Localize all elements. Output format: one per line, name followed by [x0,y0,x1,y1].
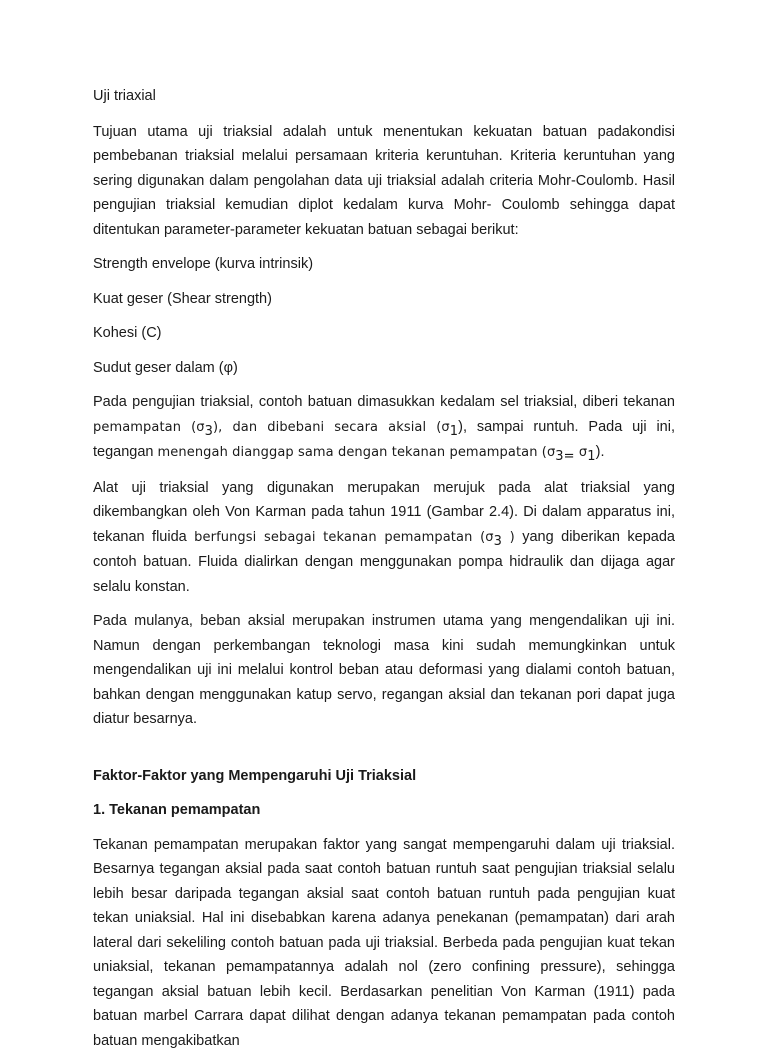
document-title: Uji triaxial [93,84,675,109]
list-item-cohesion: Kohesi (C) [93,321,675,346]
paragraph-triaxial-procedure: Pada pengujian triaksial, contoh batuan dimasukkan kedalam sel triaksial, diberi tekanan pemampatan $(\sigma_3)$, dan dibebani secara aksial $(\sigma_1)$, sampai runtuh. Pada uji ini, tegangan menengah dianggap sama dengan tekanan pemampatan ($\sigma_{3=}$ $\sigma_1$). [93,390,675,466]
subsection-heading: 1. Tekanan pemampatan [93,798,675,823]
paragraph-confining-pressure: Tekanan pemampatan merupakan faktor yang sangat mempengaruhi dalam uji triaksial. Besarnya tegangan aksial pada saat contoh batuan runtuh saat pengujian triaksial selalu lebih besar daripada tegangan aksial saat contoh batuan runtuh pada pengujian kuat tekan uniaksial. Hal ini disebabkan karena adanya penekanan (pemampatan) dari arah lateral dari sekeliling contoh batuan pada uji triaksial. Berbeda pada pengujian kuat tekan uniaksial, tekanan pemampatannya adalah nol (zero confining pressure), sehingga tegangan aksial batuan lebih kecil. Berdasarkan penelitian Von Karman (1911) pada batuan marbel Carrara dapat dilihat dengan adanya tekanan pemampatan pada contoh batuan mengakibatkan [93,833,675,1053]
section-heading: Faktor-Faktor yang Mempengaruhi Uji Triaksial [93,764,675,789]
list-item-strength-envelope: Strength envelope (kurva intrinsik) [93,252,675,277]
list-item-friction-angle: Sudut geser dalam (φ) [93,356,675,381]
paragraph-axial-load: Pada mulanya, beban aksial merupakan instrumen utama yang mengendalikan uji ini. Namun dengan perkembangan teknologi masa kini sudah memungkinkan untuk mengendalikan uji ini melalui kontrol beban atau deformasi yang dialami contoh batuan, bahkan dengan menggunakan katup servo, regangan aksial dan tekanan pori dapat juga diatur besarnya. [93,609,675,732]
list-item-shear-strength: Kuat geser (Shear strength) [93,287,675,312]
paragraph-intro: Tujuan utama uji triaksial adalah untuk menentukan kekuatan batuan padakondisi pembebanan triaksial melalui persamaan kriteria keruntuhan. Kriteria keruntuhan yang sering digunakan dalam pengolahan data uji triaksial adalah criteria Mohr-Coulomb. Hasil pengujian triaksial kemudian diplot kedalam kurva Mohr- Coulomb sehingga dapat ditentukan parameter-parameter kekuatan batuan sebagai berikut: [93,120,675,243]
paragraph-apparatus: Alat uji triaksial yang digunakan merupakan merujuk pada alat triaksial yang dikembangkan oleh Von Karman pada tahun 1911 (Gambar 2.4). Di dalam apparatus ini, tekanan fluida berfungsi sebagai tekanan pemampatan ($\sigma_3$ ) yang diberikan kepada contoh batuan. Fluida dialirkan dengan menggunakan pompa hidraulik dan dijaga agar selalu konstan. [93,476,675,600]
